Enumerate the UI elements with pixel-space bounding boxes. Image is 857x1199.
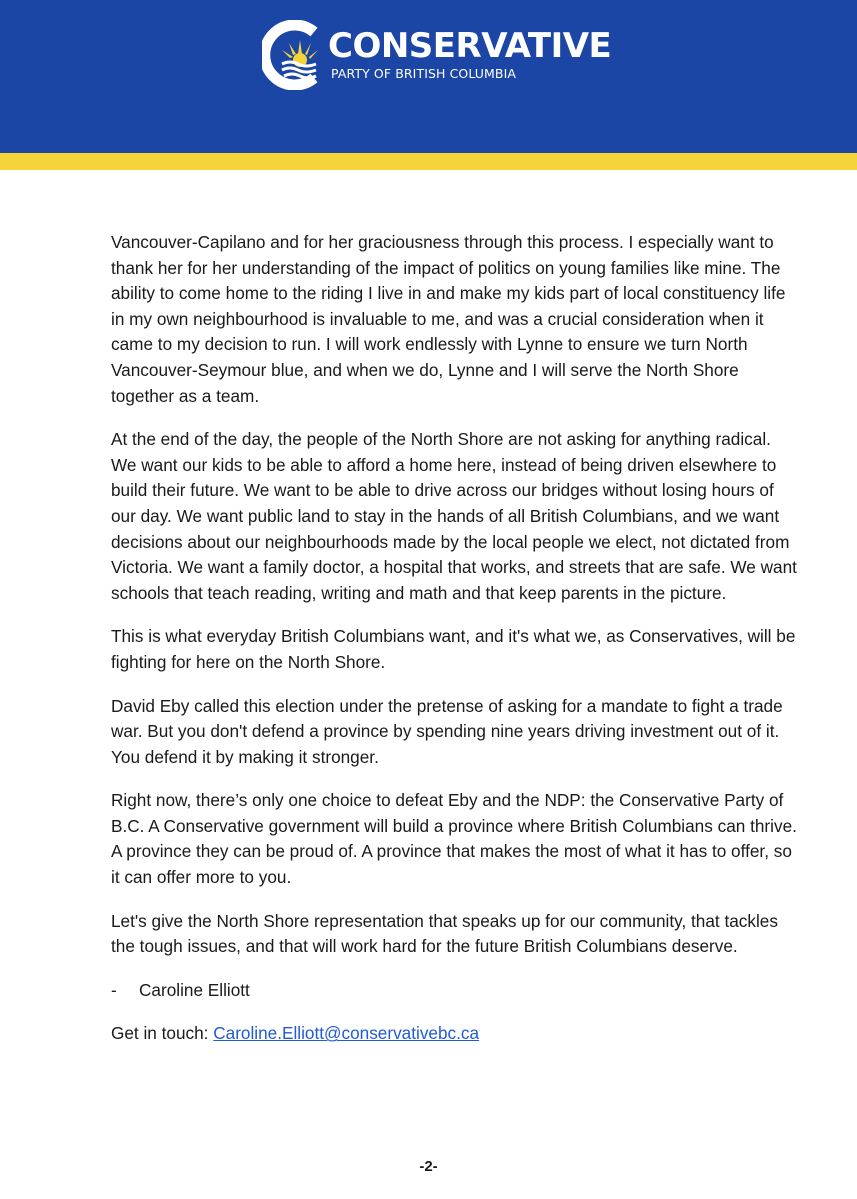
- logo-wordmark: CONSERVATIVE: [328, 26, 612, 66]
- header-stripe: [0, 153, 857, 170]
- paragraph: Vancouver-Capilano and for her graciousness through this process. I especially want to thank her for her understanding of the impact of politics on young families like mine. The ability to come home to the riding I live in and make my kids part of local constituency life in my own neighbourhood is invaluable to me, and was a crucial consideration when it came to my decision to run. I will work endlessly with Lynne to ensure we turn North Vancouver-Seymour blue, and when we do, Lynne and I will serve the North Shore together as a team.: [111, 232, 786, 406]
- paragraph: At the end of the day, the people of the North Shore are not asking for anything radical. We want our kids to be able to afford a home here, instead of being driven elsewhere to build their future. We want to be able to drive across our bridges without losing hours of our day. We want public land to stay in the hands of all British Columbians, and we want decisions about our neighbourhoods made by the local people we elect, not dictated from Victoria. We want a family doctor, a hospital that works, and streets that are safe. We want schools that teach reading, writing and math and that keep parents in the picture.: [111, 429, 797, 603]
- contact-line: [111, 1021, 801, 1047]
- contact-label: Get in touch:: [111, 1023, 209, 1044]
- letter-body: [111, 230, 801, 1047]
- party-logo: [262, 20, 612, 92]
- signature-dash: -: [111, 979, 117, 1000]
- signature-name: Caroline Elliott: [139, 979, 250, 1000]
- contact-email-link[interactable]: Caroline.Elliott@conservativebc.ca: [213, 1023, 480, 1044]
- paragraph: This is what everyday British Columbians want, and it's what we, as Conservatives, will be fighting for here on the North Shore.: [111, 626, 796, 672]
- paragraph: Let's give the North Shore representation that speaks up for our community, that tackles the tough issues, and that will work hard for the future British Columbians deserve.: [111, 910, 778, 957]
- sun-over-water-c-icon: [262, 20, 324, 90]
- paragraph: David Eby called this election under the pretense of asking for a mandate to fight a trade war. But you don't defend a province by spending nine years driving investment out of it. You defend it by making it stronger.: [111, 695, 783, 767]
- header-banner: [0, 0, 857, 153]
- signature: [111, 978, 801, 1004]
- logo-subtitle: PARTY OF BRITISH COLUMBIA: [331, 66, 517, 81]
- page-number: -2-: [419, 1158, 438, 1175]
- paragraph: Right now, there’s only one choice to defeat Eby and the NDP: the Conservative Party of B.C. A Conservative government will build a province where British Columbians can thrive. A province they can be proud of. A province that makes the most of what it has to offer, so it can offer more to you.: [111, 790, 797, 888]
